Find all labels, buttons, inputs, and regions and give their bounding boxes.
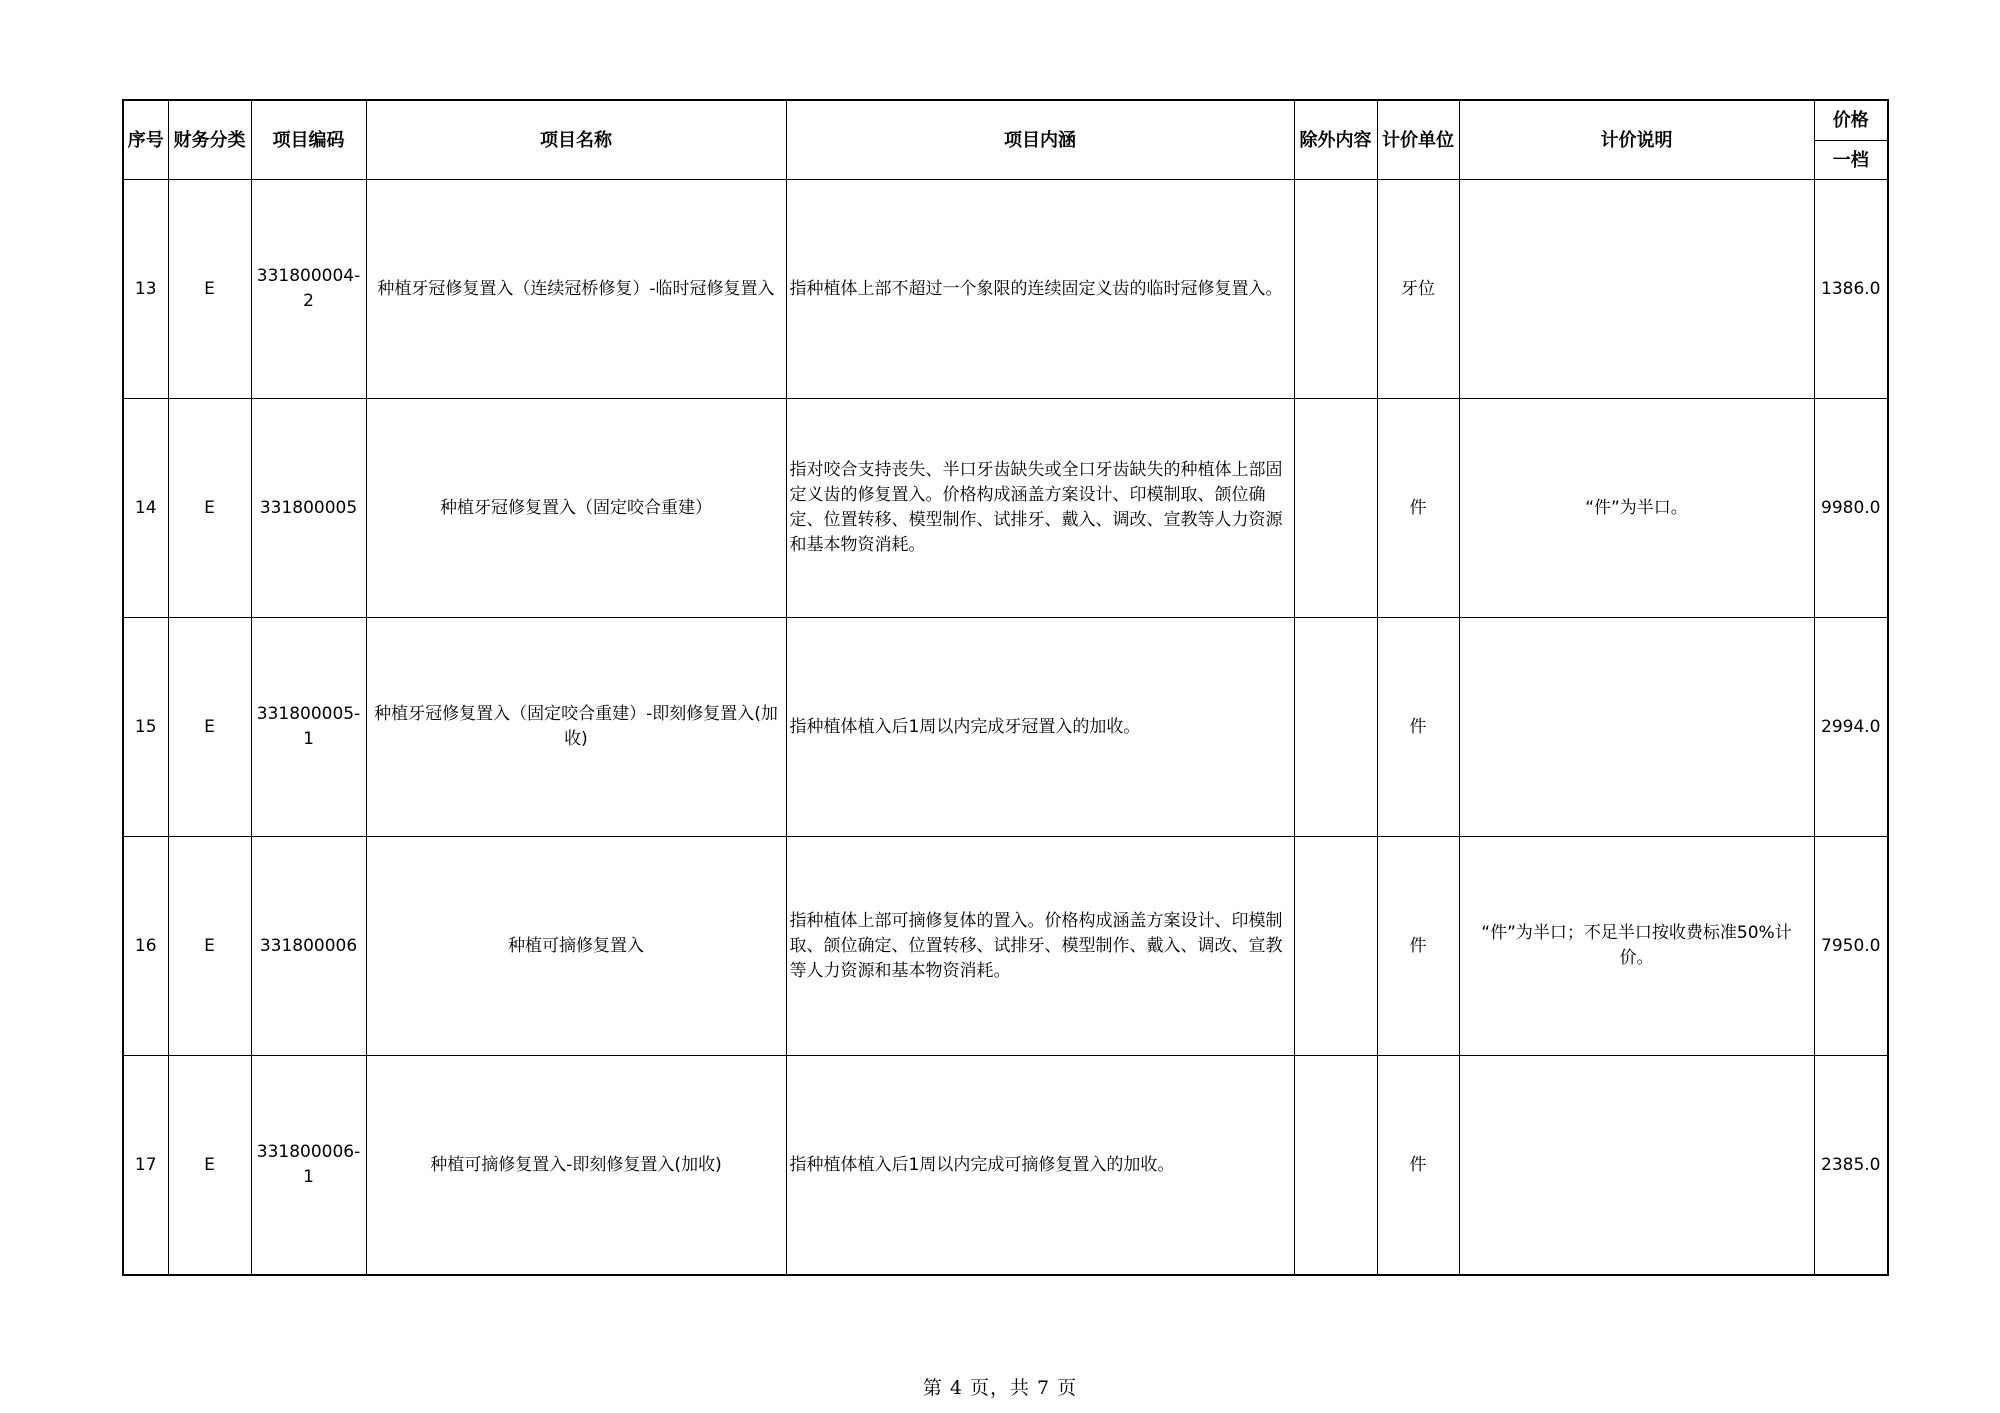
cell-name: 种植可摘修复置入-即刻修复置入(加收) — [366, 1056, 786, 1276]
cell-unit: 件 — [1377, 618, 1459, 837]
cell-content: 指种植体植入后1周以内完成牙冠置入的加收。 — [786, 618, 1294, 837]
cell-exclusions — [1294, 1056, 1377, 1276]
page-number-footer: 第 4 页，共 7 页 — [922, 1377, 1078, 1399]
header-code: 项目编码 — [251, 100, 366, 180]
cell-content: 指种植体植入后1周以内完成可摘修复置入的加收。 — [786, 1056, 1294, 1276]
header-unit: 计价单位 — [1377, 100, 1459, 180]
table-row — [123, 618, 1888, 837]
cell-price: 9980.0 — [1814, 399, 1888, 618]
table-row — [123, 837, 1888, 1056]
cell-seq: 13 — [123, 180, 168, 399]
cell-category: E — [168, 180, 251, 399]
cell-exclusions — [1294, 837, 1377, 1056]
cell-seq: 14 — [123, 399, 168, 618]
cell-price: 2994.0 — [1814, 618, 1888, 837]
cell-note — [1459, 180, 1814, 399]
header-exclusions: 除外内容 — [1294, 100, 1377, 180]
price-table — [122, 99, 1889, 1276]
cell-seq: 16 — [123, 837, 168, 1056]
cell-unit: 牙位 — [1377, 180, 1459, 399]
cell-content: 指种植体上部可摘修复体的置入。价格构成涵盖方案设计、印模制取、颌位确定、位置转移、试排牙、模型制作、戴入、调改、宣教等人力资源和基本物资消耗。 — [786, 837, 1294, 1056]
header-price-tier: 一档 — [1814, 141, 1888, 180]
header-content: 项目内涵 — [786, 100, 1294, 180]
cell-code: 331800004-2 — [251, 180, 366, 399]
cell-category: E — [168, 837, 251, 1056]
header-price: 价格 — [1814, 100, 1888, 141]
cell-code: 331800006 — [251, 837, 366, 1056]
cell-code: 331800005-1 — [251, 618, 366, 837]
cell-exclusions — [1294, 180, 1377, 399]
cell-note: “件”为半口。 — [1459, 399, 1814, 618]
cell-name: 种植牙冠修复置入（固定咬合重建） — [366, 399, 786, 618]
cell-content: 指种植体上部不超过一个象限的连续固定义齿的临时冠修复置入。 — [786, 180, 1294, 399]
cell-price: 1386.0 — [1814, 180, 1888, 399]
cell-unit: 件 — [1377, 399, 1459, 618]
cell-price: 7950.0 — [1814, 837, 1888, 1056]
cell-note: “件”为半口；不足半口按收费标准50%计价。 — [1459, 837, 1814, 1056]
cell-seq: 15 — [123, 618, 168, 837]
header-seq: 序号 — [123, 100, 168, 180]
cell-note — [1459, 1056, 1814, 1276]
cell-category: E — [168, 1056, 251, 1276]
table-row — [123, 399, 1888, 618]
cell-unit: 件 — [1377, 1056, 1459, 1276]
cell-category: E — [168, 618, 251, 837]
table-row — [123, 180, 1888, 399]
cell-content: 指对咬合支持丧失、半口牙齿缺失或全口牙齿缺失的种植体上部固定义齿的修复置入。价格构成涵盖方案设计、印模制取、颌位确定、位置转移、模型制作、试排牙、戴入、调改、宣教等人力资源和基本物资消耗。 — [786, 399, 1294, 618]
cell-price: 2385.0 — [1814, 1056, 1888, 1276]
table-header — [123, 100, 1888, 180]
cell-category: E — [168, 399, 251, 618]
cell-exclusions — [1294, 399, 1377, 618]
cell-exclusions — [1294, 618, 1377, 837]
header-note: 计价说明 — [1459, 100, 1814, 180]
cell-name: 种植可摘修复置入 — [366, 837, 786, 1056]
table-body — [123, 180, 1888, 1276]
cell-name: 种植牙冠修复置入（固定咬合重建）-即刻修复置入(加收) — [366, 618, 786, 837]
cell-unit: 件 — [1377, 837, 1459, 1056]
cell-code: 331800005 — [251, 399, 366, 618]
cell-name: 种植牙冠修复置入（连续冠桥修复）-临时冠修复置入 — [366, 180, 786, 399]
cell-note — [1459, 618, 1814, 837]
header-category: 财务分类 — [168, 100, 251, 180]
price-table-container — [122, 99, 1887, 1276]
header-name: 项目名称 — [366, 100, 786, 180]
table-row — [123, 1056, 1888, 1276]
cell-code: 331800006-1 — [251, 1056, 366, 1276]
cell-seq: 17 — [123, 1056, 168, 1276]
